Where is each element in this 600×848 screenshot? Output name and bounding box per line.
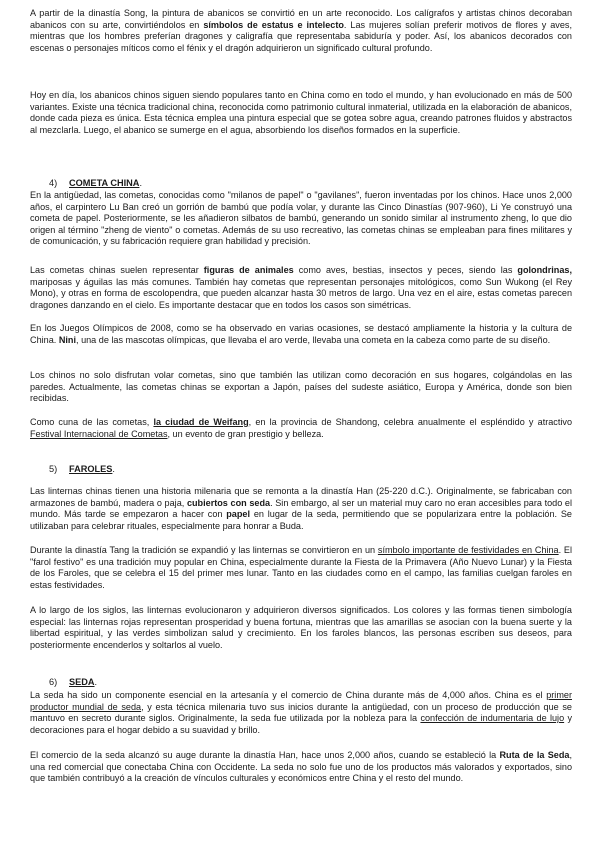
underlined-phrase: confección de indumentaria de lujo (420, 713, 565, 724)
bold-phrase: Ruta de la Seda (499, 750, 570, 760)
bold-underlined-phrase: la ciudad de Weifang (153, 417, 249, 427)
bold-phrase: Nini (58, 334, 77, 345)
paragraph-fan-painting: A partir de la dinastía Song, la pintura de abanicos se convirtió en un arte reconocido. Los calígrafos y artistas chinos decoraban abanicos con su arte, convirtiéndolos en símbolos de estatus e intelecto. Las mujeres solían preferir motivos de flores y aves, mientras que los hombres preferían dragones y caligrafía que representaba sabiduría y poder. Así, los abanicos decorados con escenas o personajes míticos como el fénix y el dragón adquirieron un significado cultural profundo. (30, 8, 572, 53)
underlined-phrase: Festival Internacional de Cometas (30, 428, 168, 439)
underlined-phrase: primer productor mundial de seda (30, 690, 572, 712)
paragraph-olympics: En los Juegos Olímpicos de 2008, como se ha observado en varias ocasiones, se destacó ampliamente la historia y la cultura de China. Nini, una de las mascotas olímpicas, que llevaba el aro verde, llevaba una cometa en la cabeza como parte de su diseño. (30, 323, 572, 345)
paragraph-kites-history: En la antigüedad, las cometas, conocidas como "milanos de papel" o "gavilanes", fueron inventadas por los chinos. Hace unos 2,000 años, el carpintero Lu Ban creó un gorrión de bambú que podía volar, y durante las Cinco Dinastías (907-960), Li Ye construyó una cometa de papel. Posteriormente, se les añadieron silbatos de bambú, generando un sonido similar al instrumento zheng, lo que dio origen al término "zheng de viento" o cometas. Además de su uso recreativo, las cometas chinas se empleaban para fines militares y de comunicación, y su fabricación requiere gran habilidad y precisión. (30, 190, 572, 247)
heading-title: COMETA CHINA (69, 178, 140, 188)
paragraph-lanterns-tang: Durante la dinastía Tang la tradición se expandió y las linternas se convirtieron en un símbolo importante de festividades en China. El "farol festivo" es una tradición muy popular en China, especialmente durante la Fiesta de la Primavera (Año Nuevo Lunar) y la Fiesta de los Faroles, que se celebra el 15 del primer mes lunar. Tanto en las ciudades como en el campo, las familias cuelgan faroles en estas festividades. (30, 545, 573, 590)
bold-phrase: símbolos de estatus e intelecto (203, 19, 344, 30)
heading-title: FAROLES (69, 464, 113, 474)
paragraph-weifang: Como cuna de las cometas, la ciudad de Weifang, en la provincia de Shandong, celebra anualmente el espléndido y atractivo Festival Internacional de Cometas, un evento de gran prestigio y belleza. (30, 417, 572, 439)
paragraph-silk-history: La seda ha sido un componente esencial en la artesanía y el comercio de China durante más de 4,000 años. China es el primer productor mundial de seda, y esta técnica milenaria tuvo sus inicios durante la antigüedad, con un proceso de producción que se mantuvo en secreto durante siglos. Originalmente, la seda fue utilizada por la nobleza para la confección de indumentaria de lujo y decoraciones para el hogar debido a su suavidad y brillo. (30, 690, 572, 735)
section-heading-silk: 6) SEDA. (49, 677, 98, 687)
bold-phrase: cubiertos con seda (186, 497, 271, 508)
underlined-phrase: símbolo importante de festividades en China (377, 545, 559, 555)
bold-phrase: papel (226, 509, 251, 520)
bold-phrase: figuras de animales (203, 265, 294, 275)
paragraph-fans-today: Hoy en día, los abanicos chinos siguen siendo populares tanto en China como en todo el mundo, y han evolucionado en más de 500 variantes. Existe una técnica tradicional china, reconocida como patrimonio cultural inmaterial, utilizada en la elaboración de abanicos, donde cada pieza es única. Esta técnica emplea una pintura especial que se gotea sobre agua, creando patrones fluidos y abstractos al mezclarla. Luego, el abanico se sumerge en el agua, absorbiendo los diseños formados en la superficie. (30, 90, 572, 135)
paragraph-kites-decoration: Los chinos no solo disfrutan volar cometas, sino que también las utilizan como decoración en sus hogares, colgándolas en las paredes. Actualmente, las cometas chinas se exportan a Japón, países del sudeste asiático, Europa y América, donde son bien recibidas. (30, 370, 572, 404)
paragraph-silk-road: El comercio de la seda alcanzó su auge durante la dinastía Han, hace unos 2,000 años, cuando se estableció la Ruta de la Seda, una red comercial que conectaba China con Occidente. La seda no solo fue uno de los productos más valorados y exportados, sino que también contribuyó a la creación de vínculos culturales y económicos entre China y el resto del mundo. (30, 750, 572, 784)
paragraph-lanterns-history: Las linternas chinas tienen una historia milenaria que se remonta a la dinastía Han (25-220 d.C.). Originalmente, se fabricaban con armazones de bambú, madera o paja, cubiertos con seda. Sin embargo, al ser un material muy caro no eran accesibles para todo el mundo. Más tarde se empezaron a hacer con papel en lugar de la seda, permitiendo que se popularizara entre la población. Se utilizaban para celebrar rituales, especialmente para honrar a Buda. (30, 486, 573, 531)
section-heading-lanterns: 5) FAROLES. (49, 464, 115, 474)
paragraph-kites-figures: Las cometas chinas suelen representar figuras de animales como aves, bestias, insectos y peces, siendo las golondrinas, mariposas y águilas las más comunes. También hay cometas que representan personajes mitológicos, como Sun Wukong (el Rey Mono), y otras en forma de escolopendra, que pueden alcanzar hasta 30 metros de largo. Una vez en el aire, estas cometas parecen dragones danzando en el cielo. Es importante destacar que en todos los casos son simétricas. (30, 265, 572, 310)
bold-phrase: golondrinas, (517, 265, 572, 275)
paragraph-lanterns-symbolism: A lo largo de los siglos, las linternas evolucionaron y adquirieron diversos significados. Los colores y las formas tienen simbología especial: las linternas rojas representan prosperidad y buena fortuna, mientras que las amarillas se asocian con la buena suerte y la libertad espiritual, y las verdes simbolizan salud y crecimiento. En los faroles blancos, las personas escriben sus deseos, para posteriormente encenderlos y soltarlos al vuelo. (30, 605, 572, 650)
section-heading-kites: 4) COMETA CHINA. (49, 178, 142, 188)
document-page (30, 0, 572, 848)
heading-title: SEDA (69, 677, 95, 687)
